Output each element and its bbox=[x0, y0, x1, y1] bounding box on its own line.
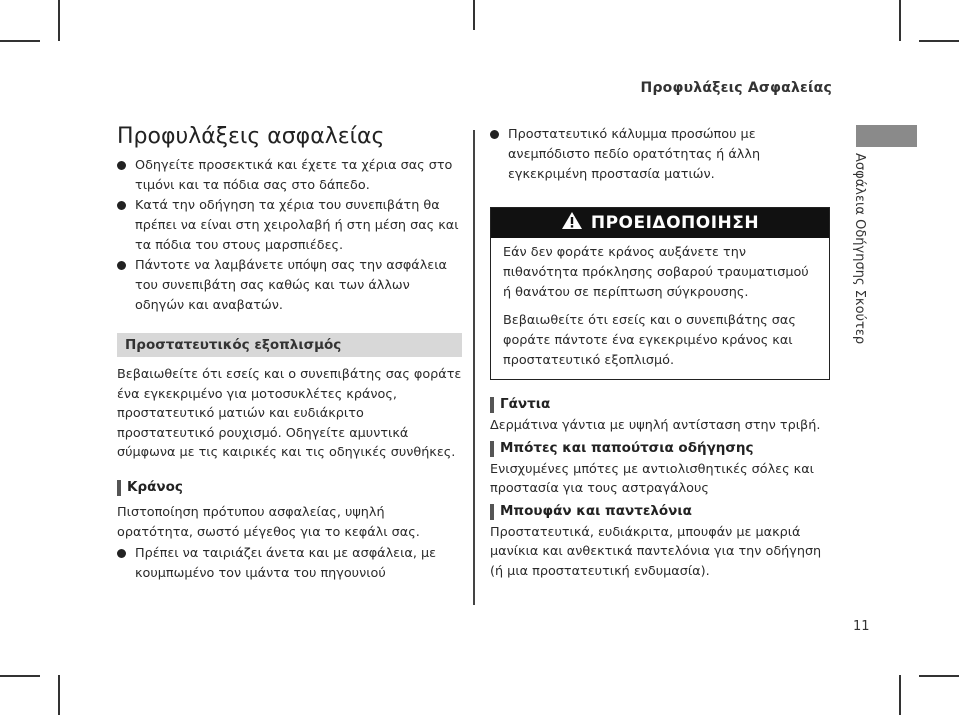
page-number: 11 bbox=[853, 619, 870, 634]
column-divider bbox=[473, 130, 475, 605]
left-column bbox=[117, 124, 462, 584]
subheading-helmet bbox=[117, 477, 462, 497]
subheading-marker bbox=[117, 480, 121, 496]
bullet-icon bbox=[117, 201, 126, 210]
bullet-item bbox=[117, 156, 462, 196]
chapter-tab bbox=[856, 125, 917, 147]
clothing-paragraph: Προστατευτικά, ευδιάκριτα, μπουφάν με μακριά μανίκια και ανθεκτικά παντελόνια για την οδήγηση (ή μια προστατευτική ενδυμασία). bbox=[490, 524, 822, 579]
bullet-item bbox=[117, 544, 462, 584]
subheading-clothing bbox=[490, 501, 830, 521]
bullet-text: Πρέπει να ταιριάζει άνετα και με ασφάλεια, με κουμπωμένο τον ιμάντα του πηγουνιού bbox=[135, 546, 437, 582]
helmet-paragraph: Πιστοποίηση πρότυπου ασφαλείας, υψηλή ορατότητα, σωστό μέγεθος για το κεφάλι σας. bbox=[117, 504, 420, 540]
running-header: Προφυλάξεις Ασφαλείας bbox=[640, 80, 832, 96]
boots-paragraph: Ενισχυμένες μπότες με αντιολισθητικές σόλες και προστασία για τους αστραγάλους bbox=[490, 461, 814, 497]
right-column bbox=[490, 125, 830, 582]
bullet-icon bbox=[117, 549, 126, 558]
crop-mark bbox=[58, 675, 60, 715]
bullet-item bbox=[117, 256, 462, 316]
bullet-text: Κατά την οδήγηση τα χέρια του συνεπιβάτη θα πρέπει να είναι στη χειρολαβή ή στη μέση σας και τα πόδια του στους μαρσπιέδες. bbox=[135, 198, 459, 253]
warning-paragraph: Βεβαιωθείτε ότι εσείς και ο συνεπιβάτης σας φοράτε πάντοτε ένα εγκεκριμένο κράνος και προστατευτικό εξοπλισμό. bbox=[503, 313, 796, 368]
subheading-text: Μπότες και παπούτσια οδήγησης bbox=[500, 439, 754, 456]
bullet-item bbox=[117, 196, 462, 256]
bullet-icon bbox=[117, 161, 126, 170]
subheading-gloves bbox=[490, 394, 830, 414]
subheading-marker bbox=[490, 504, 494, 520]
bullet-text: Προστατευτικό κάλυμμα προσώπου με ανεμπόδιστο πεδίο ορατότητας ή άλλη εγκεκριμένη προστασία ματιών. bbox=[508, 127, 761, 182]
subheading-marker bbox=[490, 397, 494, 413]
crop-mark bbox=[473, 0, 475, 30]
subheading-marker bbox=[490, 441, 494, 457]
crop-mark bbox=[0, 40, 40, 42]
chapter-vertical-label: Ασφάλεια Οδήγησης Σκούτερ bbox=[852, 153, 867, 345]
bullet-item bbox=[490, 125, 830, 185]
bullet-icon bbox=[490, 130, 499, 139]
warning-title: ΠΡΟΕΙΔΟΠΟΙΗΣΗ bbox=[590, 213, 760, 233]
crop-mark bbox=[899, 675, 901, 715]
subheading-text: Μπουφάν και παντελόνια bbox=[500, 502, 692, 519]
subheading-text: Γάντια bbox=[500, 396, 551, 412]
gloves-paragraph: Δερμάτινα γάντια με υψηλή αντίσταση στην τριβή. bbox=[490, 418, 821, 433]
crop-mark bbox=[0, 675, 40, 677]
bullet-icon bbox=[117, 261, 126, 270]
crop-mark bbox=[919, 40, 959, 42]
warning-paragraph: Εάν δεν φοράτε κράνος αυξάνετε την πιθανότητα πρόκλησης σοβαρού τραυματισμού ή θανάτου σε περίπτωση σύγκρουσης. bbox=[503, 245, 809, 300]
crop-mark bbox=[899, 0, 901, 41]
warning-body bbox=[491, 238, 829, 379]
page-title: Προφυλάξεις ασφαλείας bbox=[117, 124, 385, 149]
section-heading: Προστατευτικός εξοπλισμός bbox=[117, 333, 462, 357]
crop-mark bbox=[58, 0, 60, 41]
warning-header bbox=[491, 208, 829, 238]
warning-box bbox=[490, 207, 830, 380]
warning-triangle-icon bbox=[561, 210, 583, 240]
subheading-text: Κράνος bbox=[127, 478, 183, 495]
bullet-text: Οδηγείτε προσεκτικά και έχετε τα χέρια σας στο τιμόνι και τα πόδια σας στο δάπεδο. bbox=[135, 158, 453, 193]
crop-mark bbox=[919, 675, 959, 677]
section-paragraph: Βεβαιωθείτε ότι εσείς και ο συνεπιβάτης σας φοράτε ένα εγκεκριμένο για μοτοσυκλέτες κράνος, προστατευτικό ματιών και ευδιάκριτο προστατευτικό ρουχισμό. Οδηγείτε αμυντικά σύμφωνα με τις καιρικές και τις οδηγικές συνθήκες. bbox=[117, 367, 462, 461]
subheading-boots bbox=[490, 438, 830, 458]
bullet-text: Πάντοτε να λαμβάνετε υπόψη σας την ασφάλεια του συνεπιβάτη σας καθώς και των άλλων οδηγών και αναβατών. bbox=[135, 258, 447, 313]
